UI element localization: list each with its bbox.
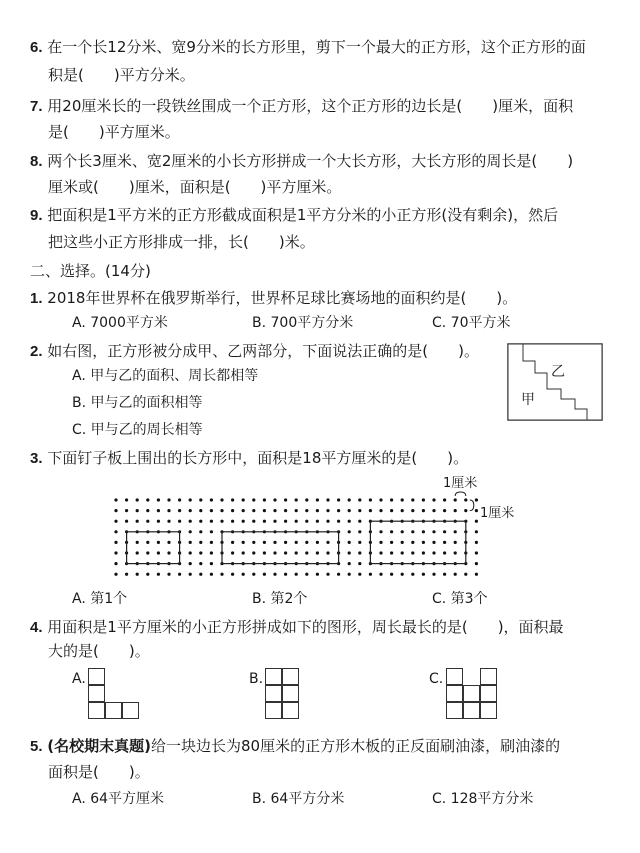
q9-line1: 9. 把面积是1平方米的正方形截成面积是1平方分米的小正方形(没有剩余)，然后 — [30, 206, 559, 224]
peg-dot — [305, 498, 308, 501]
peg-dot — [199, 562, 202, 565]
peg-dot — [432, 541, 435, 544]
peg-dot — [189, 530, 192, 533]
peg-dot — [284, 509, 287, 512]
peg-dot — [337, 509, 340, 512]
q5-option-b[interactable]: B. 64平方分米 — [252, 791, 345, 807]
q3-text: 3. 下面钉子板上围出的长方形中，面积是18平方厘米的是( )。 — [30, 449, 469, 467]
peg-dot — [210, 551, 213, 554]
peg-dot — [454, 498, 457, 501]
peg-dot — [464, 573, 467, 576]
peg-dot — [316, 573, 319, 576]
peg-dot — [295, 509, 298, 512]
peg-dot — [114, 551, 117, 554]
peg-dot — [114, 520, 117, 523]
peg-dot — [326, 551, 329, 554]
peg-dot — [326, 541, 329, 544]
q1-option-a[interactable]: A. 7000平方米 — [72, 315, 168, 331]
peg-dot — [401, 551, 404, 554]
peg-dot — [167, 520, 170, 523]
peg-dot — [337, 573, 340, 576]
peg-dot — [422, 498, 425, 501]
peg-dot — [284, 541, 287, 544]
peg-dot — [475, 509, 478, 512]
peg-dot — [475, 551, 478, 554]
peg-dot — [348, 573, 351, 576]
peg-dot — [422, 541, 425, 544]
peg-dot — [273, 573, 276, 576]
peg-dot — [157, 509, 160, 512]
peg-dot — [411, 509, 414, 512]
peg-dot — [475, 562, 478, 565]
peg-dot — [379, 498, 382, 501]
peg-dot — [157, 520, 160, 523]
peg-dot — [305, 541, 308, 544]
peg-dot — [337, 520, 340, 523]
peg-dot — [432, 551, 435, 554]
peg-dot — [432, 530, 435, 533]
q3-option-a[interactable]: A. 第1个 — [72, 591, 128, 607]
peg-dot — [316, 551, 319, 554]
peg-dot — [390, 541, 393, 544]
peg-dot — [295, 498, 298, 501]
peg-dot — [475, 498, 478, 501]
peg-dot — [326, 573, 329, 576]
peg-dot — [189, 498, 192, 501]
q2-option-c[interactable]: C. 甲与乙的周长相等 — [72, 422, 203, 438]
peg-dot — [220, 520, 223, 523]
peg-dot — [220, 498, 223, 501]
peg-dot — [199, 541, 202, 544]
peg-dot — [231, 498, 234, 501]
peg-dot — [443, 498, 446, 501]
peg-dot — [326, 509, 329, 512]
peg-dot — [263, 509, 266, 512]
peg-dot — [273, 520, 276, 523]
peg-dot — [326, 520, 329, 523]
peg-dot — [252, 498, 255, 501]
peg-dot — [136, 509, 139, 512]
peg-dot — [348, 498, 351, 501]
peg-dot — [210, 498, 213, 501]
peg-dot — [284, 498, 287, 501]
q2-option-b[interactable]: B. 甲与乙的面积相等 — [72, 395, 203, 411]
q6-line2: 积是( )平方分米。 — [48, 66, 195, 84]
peg-dot — [337, 498, 340, 501]
peg-dot — [358, 541, 361, 544]
peg-dot — [146, 520, 149, 523]
peg-dot — [316, 498, 319, 501]
peg-dot — [125, 509, 128, 512]
peg-dot — [316, 520, 319, 523]
peg-dot — [422, 551, 425, 554]
peg-dot — [358, 498, 361, 501]
peg-dot — [167, 541, 170, 544]
peg-dot — [157, 551, 160, 554]
peg-dot — [358, 509, 361, 512]
peg-dot — [210, 530, 213, 533]
peg-dot — [432, 498, 435, 501]
q9-line2: 把这些小正方形排成一排，长( )米。 — [48, 233, 315, 251]
peg-dot — [114, 530, 117, 533]
peg-dot — [411, 573, 414, 576]
peg-dot — [422, 530, 425, 533]
peg-dot — [284, 551, 287, 554]
peg-dot — [199, 530, 202, 533]
section-title: 二、选择。(14分) — [30, 262, 151, 280]
peg-dot — [273, 541, 276, 544]
peg-dot — [189, 520, 192, 523]
peg-dot — [454, 541, 457, 544]
peg-dot — [199, 498, 202, 501]
peg-dot — [454, 573, 457, 576]
peg-dot — [210, 541, 213, 544]
peg-dot — [178, 498, 181, 501]
peg-dot — [136, 551, 139, 554]
peg-dot — [199, 551, 202, 554]
peg-dot — [273, 498, 276, 501]
peg-dot — [231, 509, 234, 512]
q3-option-c[interactable]: C. 第3个 — [432, 591, 488, 607]
peg-dot — [432, 573, 435, 576]
peg-dot — [358, 530, 361, 533]
q5-option-c[interactable]: C. 128平方分米 — [432, 791, 534, 807]
peg-dot — [136, 520, 139, 523]
peg-dot — [157, 541, 160, 544]
peg-dot — [379, 551, 382, 554]
peg-dot — [443, 573, 446, 576]
peg-dot — [475, 573, 478, 576]
q4-figure-b — [265, 668, 301, 722]
peg-dot — [379, 509, 382, 512]
peg-dot — [252, 573, 255, 576]
q4-figure-a — [88, 668, 142, 722]
peg-dot — [295, 541, 298, 544]
peg-dot — [146, 509, 149, 512]
peg-dot — [231, 573, 234, 576]
q2-option-a[interactable]: A. 甲与乙的面积、周长都相等 — [72, 368, 259, 384]
peg-dot — [443, 530, 446, 533]
peg-dot — [475, 520, 478, 523]
peg-dot — [273, 551, 276, 554]
peg-dot — [348, 530, 351, 533]
peg-dot — [305, 509, 308, 512]
peg-dot — [443, 551, 446, 554]
peg-dot — [305, 520, 308, 523]
unit-brace-right — [470, 500, 474, 511]
peg-dot — [379, 541, 382, 544]
q4-figure-c — [446, 668, 500, 722]
peg-dot — [210, 520, 213, 523]
q1-option-c[interactable]: C. 70平方米 — [432, 315, 511, 331]
q4-figure-c-label[interactable]: C. — [429, 671, 444, 687]
peg-dot — [411, 530, 414, 533]
peg-dot — [305, 551, 308, 554]
q8-line1: 8. 两个长3厘米、宽2厘米的小长方形拼成一个大长方形，大长方形的周长是( ) — [30, 152, 574, 170]
q8-line2: 厘米或( )厘米，面积是( )平方厘米。 — [48, 178, 342, 196]
pegboard-rect-1 — [127, 532, 180, 564]
peg-dot — [114, 562, 117, 565]
peg-dot — [242, 573, 245, 576]
peg-dot — [125, 520, 128, 523]
peg-dot — [167, 498, 170, 501]
peg-dot — [189, 551, 192, 554]
peg-dot — [390, 509, 393, 512]
peg-dot — [167, 551, 170, 554]
peg-dot — [199, 509, 202, 512]
peg-dot — [114, 509, 117, 512]
unit-brace-top — [455, 492, 466, 496]
peg-dot — [263, 520, 266, 523]
peg-dot — [263, 541, 266, 544]
q5-option-a[interactable]: A. 64平方厘米 — [72, 791, 165, 807]
peg-dot — [242, 509, 245, 512]
peg-dot — [464, 509, 467, 512]
peg-dot — [178, 509, 181, 512]
peg-dot — [454, 551, 457, 554]
peg-dot — [358, 562, 361, 565]
peg-dot — [178, 520, 181, 523]
peg-dot — [316, 541, 319, 544]
q2-text: 2. 如右图，正方形被分成甲、乙两部分，下面说法正确的是( )。 — [30, 342, 480, 360]
peg-dot — [422, 573, 425, 576]
peg-dot — [199, 520, 202, 523]
peg-dot — [114, 573, 117, 576]
q5-line2: 面积是( )。 — [48, 763, 150, 781]
q1-text: 1. 2018年世界杯在俄罗斯举行，世界杯足球比赛场地的面积约是( )。 — [30, 289, 518, 307]
q4-figure-b-label[interactable]: B. — [249, 671, 264, 687]
peg-dot — [157, 573, 160, 576]
peg-dot — [401, 509, 404, 512]
q4-line1: 4. 用面积是1平方厘米的小正方形拼成如下的图形，周长最长的是( )，面积最 — [30, 618, 564, 636]
peg-dot — [189, 541, 192, 544]
peg-dot — [273, 509, 276, 512]
peg-dot — [295, 520, 298, 523]
peg-dot — [454, 530, 457, 533]
label-yi: 乙 — [551, 364, 565, 380]
peg-dot — [242, 541, 245, 544]
peg-dot — [358, 551, 361, 554]
peg-dot — [390, 573, 393, 576]
q2-square-figure — [507, 343, 603, 421]
peg-dot — [369, 573, 372, 576]
peg-dot — [401, 498, 404, 501]
peg-dot — [284, 573, 287, 576]
peg-dot — [379, 573, 382, 576]
peg-dot — [379, 530, 382, 533]
peg-dot — [316, 509, 319, 512]
unit-top-label: 1厘米 — [443, 476, 478, 491]
peg-dot — [167, 509, 170, 512]
peg-dot — [157, 498, 160, 501]
peg-dot — [146, 541, 149, 544]
q6-line1: 6. 在一个长12分米、宽9分米的长方形里，剪下一个最大的正方形，这个正方形的面 — [30, 38, 586, 56]
peg-dot — [189, 562, 192, 565]
peg-dot — [348, 562, 351, 565]
peg-dot — [263, 551, 266, 554]
peg-dot — [252, 541, 255, 544]
q1-option-b[interactable]: B. 700平方分米 — [252, 315, 354, 331]
peg-dot — [411, 541, 414, 544]
peg-dot — [305, 573, 308, 576]
peg-dot — [136, 541, 139, 544]
peg-dot — [284, 520, 287, 523]
peg-dot — [167, 573, 170, 576]
peg-dot — [295, 551, 298, 554]
peg-dot — [348, 551, 351, 554]
peg-dot — [422, 509, 425, 512]
q7-line1: 7. 用20厘米长的一段铁丝围成一个正方形，这个正方形的边长是( )厘米，面积 — [30, 97, 574, 115]
unit-right-label: 1厘米 — [480, 506, 515, 521]
peg-dot — [252, 509, 255, 512]
peg-dot — [231, 520, 234, 523]
peg-dot — [178, 573, 181, 576]
peg-dot — [454, 509, 457, 512]
peg-dot — [220, 573, 223, 576]
peg-dot — [411, 551, 414, 554]
peg-dot — [242, 551, 245, 554]
pegboard — [100, 472, 530, 584]
peg-dot — [443, 509, 446, 512]
peg-dot — [401, 530, 404, 533]
peg-dot — [125, 498, 128, 501]
peg-dot — [125, 573, 128, 576]
q5-line1: 5. (名校期末真题)给一块边长为80厘米的正方形木板的正反面刷油漆，刷油漆的 — [30, 737, 561, 755]
peg-dot — [146, 573, 149, 576]
peg-dot — [210, 573, 213, 576]
peg-dot — [263, 498, 266, 501]
q3-option-b[interactable]: B. 第2个 — [252, 591, 308, 607]
peg-dot — [464, 498, 467, 501]
peg-dot — [475, 530, 478, 533]
peg-dot — [199, 573, 202, 576]
q4-figure-a-label[interactable]: A. — [72, 671, 86, 687]
peg-dot — [475, 541, 478, 544]
peg-dot — [263, 573, 266, 576]
peg-dot — [252, 520, 255, 523]
peg-dot — [210, 562, 213, 565]
peg-dot — [146, 498, 149, 501]
label-jia: 甲 — [521, 392, 535, 408]
peg-dot — [369, 509, 372, 512]
peg-dot — [136, 573, 139, 576]
peg-dot — [411, 498, 414, 501]
peg-dot — [210, 509, 213, 512]
peg-dot — [401, 541, 404, 544]
peg-dot — [401, 573, 404, 576]
peg-dot — [114, 541, 117, 544]
peg-dot — [432, 509, 435, 512]
peg-dot — [242, 520, 245, 523]
peg-dot — [114, 498, 117, 501]
q7-line2: 是( )平方厘米。 — [48, 123, 180, 141]
peg-dot — [358, 520, 361, 523]
peg-dot — [136, 498, 139, 501]
peg-dot — [348, 541, 351, 544]
q5-tag: (名校期末真题) — [47, 737, 152, 755]
q4-line2: 大的是( )。 — [48, 642, 150, 660]
peg-dot — [231, 541, 234, 544]
peg-dot — [252, 551, 255, 554]
peg-dot — [390, 551, 393, 554]
peg-dot — [348, 520, 351, 523]
peg-dot — [189, 509, 192, 512]
peg-dot — [326, 498, 329, 501]
peg-dot — [231, 551, 234, 554]
peg-dot — [189, 573, 192, 576]
pegboard-rect-2 — [222, 532, 339, 564]
peg-dot — [242, 498, 245, 501]
peg-dot — [443, 541, 446, 544]
peg-dot — [390, 530, 393, 533]
peg-dot — [358, 573, 361, 576]
peg-dot — [220, 509, 223, 512]
peg-dot — [348, 509, 351, 512]
peg-dot — [390, 498, 393, 501]
peg-dot — [369, 498, 372, 501]
peg-dot — [146, 551, 149, 554]
peg-dot — [295, 573, 298, 576]
pegboard-rect-3 — [370, 521, 465, 563]
